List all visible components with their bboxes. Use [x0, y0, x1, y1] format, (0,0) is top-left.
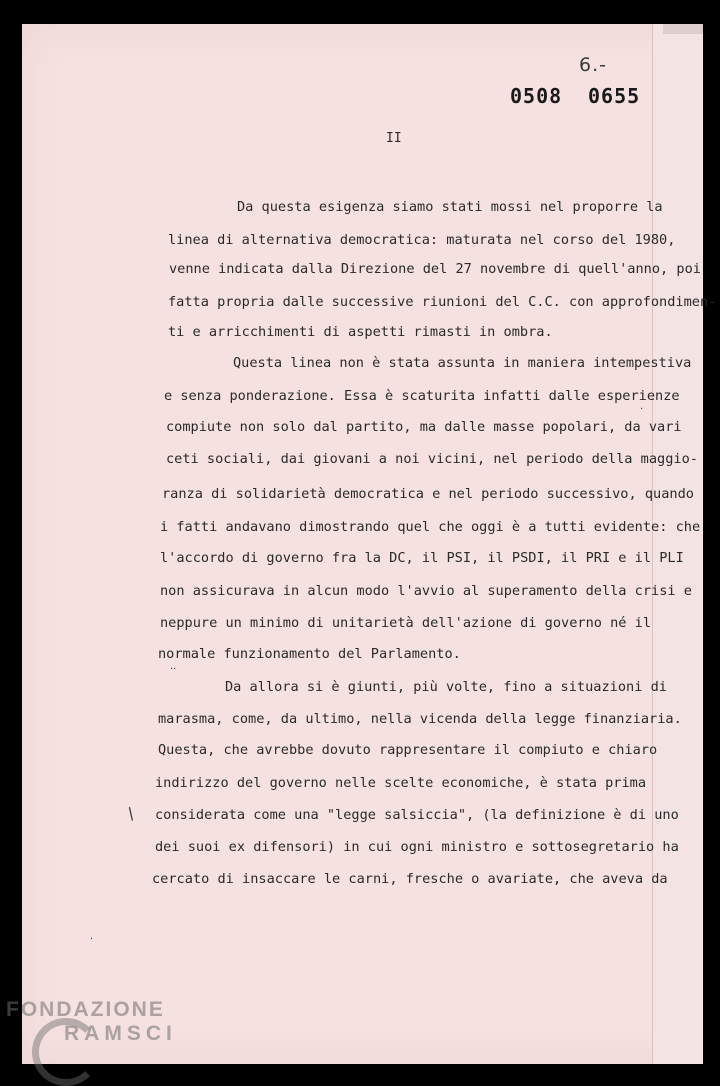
margin-dot: · [640, 404, 644, 415]
text-line: ti e arricchimenti di aspetti rimasti in ombra. [168, 324, 553, 340]
handwritten-page-number: 6.- [579, 54, 607, 76]
text-line: compiute non solo dal partito, ma dalle masse popolari, da vari [166, 419, 682, 435]
text-line: Questa linea non è stata assunta in maniera intempestiva [233, 355, 692, 371]
text-line: ceti sociali, dai giovani a noi vicini, nel periodo della maggio- [166, 451, 698, 467]
text-line: cercato di insaccare le carni, fresche o avariate, che aveva da [152, 871, 668, 887]
text-line: neppure un minimo di unitarietà dell'azione di governo né il [160, 615, 652, 631]
text-line: non assicurava in alcun modo l'avvio al superamento della crisi e [160, 583, 692, 599]
text-line: considerata come una "legge salsiccia", (la definizione è di uno [155, 807, 679, 823]
text-line: indirizzo del governo nelle scelte economiche, è stata prima [155, 775, 647, 791]
pen-dots: ·· [170, 664, 177, 675]
text-line: dei suoi ex difensori) in cui ogni ministro e sottosegretario ha [155, 839, 679, 855]
text-line: i fatti andavano dimostrando quel che oggi è a tutti evidente: che [160, 519, 701, 535]
text-line: l'accordo di governo fra la DC, il PSI, il PSDI, il PRI e il PLI [160, 550, 684, 566]
text-line: ranza di solidarietà democratica e nel periodo successivo, quando [162, 486, 694, 502]
text-line: linea di alternativa democratica: maturata nel corso del 1980, [168, 232, 676, 248]
text-line: Da allora si è giunti, più volte, fino a situazioni di [225, 679, 667, 695]
text-line: Questa, che avrebbe dovuto rappresentare il compiuto e chiaro [158, 742, 658, 758]
stray-mark: · [90, 934, 94, 945]
watermark-line-2: RAMSCI [64, 1022, 177, 1045]
text-line: e senza ponderazione. Essa è scaturita infatti dalle esperienze [164, 388, 680, 404]
text-line: venne indicata dalla Direzione del 27 novembre di quell'anno, poi [169, 261, 701, 277]
chapter-heading: II [386, 131, 402, 146]
text-line: Da questa esigenza siamo stati mossi nel proporre la [237, 199, 663, 215]
archive-stamp-sequence: 0655 [588, 84, 641, 108]
text-line: fatta propria dalle successive riunioni del C.C. con approfondimen- [168, 294, 717, 310]
archive-watermark [6, 998, 177, 1046]
watermark-line-1: FONDAZIONE [6, 998, 165, 1021]
text-line: normale funzionamento del Parlamento. [158, 646, 461, 662]
text-line: marasma, come, da ultimo, nella vicenda della legge finanziaria. [158, 711, 682, 727]
margin-pen-mark: / [123, 803, 138, 824]
archive-stamp-number: 0508 [510, 84, 563, 108]
